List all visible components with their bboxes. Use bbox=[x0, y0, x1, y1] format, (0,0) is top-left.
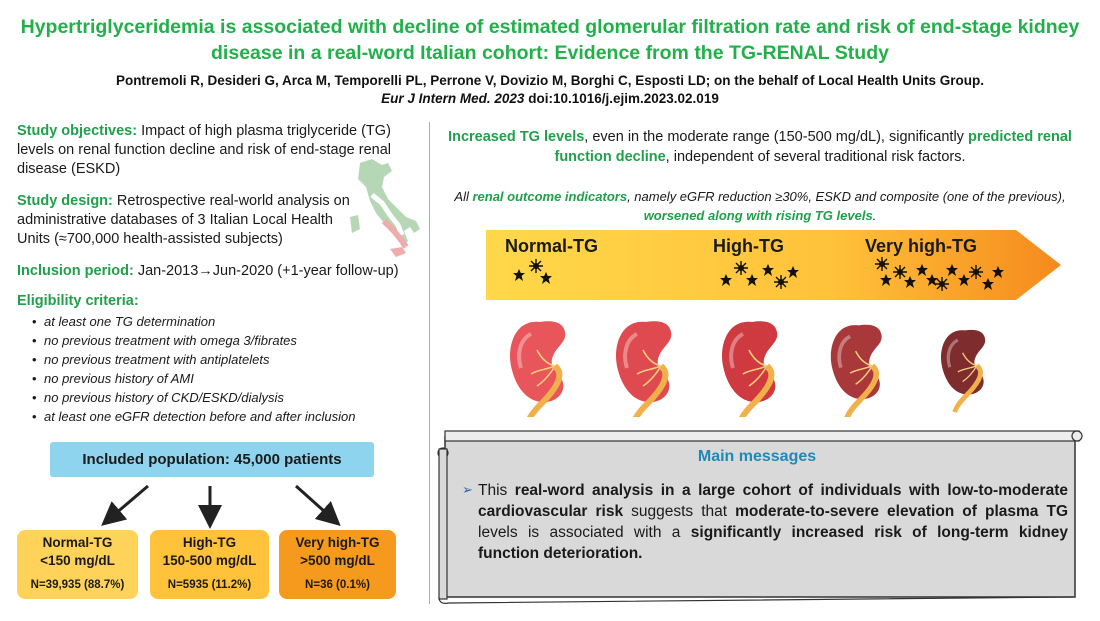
kidney-icon bbox=[722, 321, 777, 417]
finding-text: , independent of several traditional risk factors. bbox=[665, 149, 966, 165]
group-name: Normal-TG bbox=[42, 535, 113, 550]
objectives-text: Impact of high plasma triglyceride (TG) levels on renal function decline and risk of end-stage renal disease (ESKD) bbox=[17, 123, 392, 177]
study-design bbox=[17, 192, 362, 249]
group-count: N=36 (0.1%) bbox=[305, 579, 370, 591]
bullet-arrow-icon: ➢ bbox=[462, 482, 473, 497]
message-text: suggests that bbox=[623, 503, 736, 520]
group-name: High-TG bbox=[182, 535, 237, 550]
banner-label-very-high: Very high-TG bbox=[865, 236, 978, 256]
group-range: >500 mg/dL bbox=[300, 553, 375, 568]
kidney-icon bbox=[941, 330, 985, 412]
message-bold: significantly increased risk of long-term kidney function deterioration. bbox=[478, 524, 1069, 562]
kidney-icon bbox=[510, 321, 565, 417]
eligibility-item: • at least one TG determination bbox=[30, 312, 430, 331]
kidney-progression bbox=[505, 312, 1045, 417]
eligibility-item: • no previous history of AMI bbox=[30, 369, 430, 388]
author-list: Pontremoli R, Desideri G, Arca M, Temporelli PL, Perrone V, Dovizio M, Borghi C, Esposti LD; on the behalf of Local Health Units Group. bbox=[115, 73, 985, 88]
group-range: 150-500 mg/dL bbox=[162, 553, 257, 568]
finding-highlight: predicted renal function decline bbox=[554, 129, 1072, 165]
flow-arrows bbox=[90, 480, 350, 530]
eligibility-item: • no previous treatment with omega 3/fibrates bbox=[30, 331, 430, 350]
study-objectives bbox=[17, 122, 427, 179]
kidney-icon bbox=[616, 321, 671, 417]
population-box: Included population: 45,000 patients bbox=[50, 442, 374, 477]
summary-text: . bbox=[872, 208, 877, 223]
outcome-summary bbox=[440, 187, 1080, 225]
citation bbox=[20, 90, 1080, 108]
group-high-tg bbox=[150, 530, 269, 599]
inclusion-period bbox=[17, 262, 427, 281]
citation-doi: doi:10.1016/j.ejim.2023.02.019 bbox=[524, 91, 719, 106]
poster-title: Hypertriglyceridemia is associated with decline of estimated glomerular filtration rate and risk of end-stage kidney disease in a real-word Italian cohort: Evidence from the TG-RENAL Study bbox=[20, 16, 1080, 64]
banner-label-normal: Normal-TG bbox=[505, 236, 599, 256]
arrow-to-normal bbox=[108, 486, 148, 520]
eligibility-item: • at least one eGFR detection before and after inclusion bbox=[30, 407, 430, 426]
group-range: <150 mg/dL bbox=[40, 553, 115, 568]
objectives-label: Study objectives: bbox=[17, 123, 138, 139]
inclusion-text: Jan-2013→Jun-2020 (+1-year follow-up) bbox=[133, 263, 399, 279]
eligibility-item: • no previous history of CKD/ESKD/dialysis bbox=[30, 388, 430, 407]
design-text: Retrospective real-world analysis on administrative databases of 3 Italian Local Health Units (≈700,000 health-assisted subjects) bbox=[17, 193, 350, 247]
summary-text: All bbox=[454, 189, 473, 204]
kidney-icon bbox=[831, 325, 882, 417]
eligibility-heading: Eligibility criteria: bbox=[17, 293, 139, 309]
main-messages-title: Main messages bbox=[697, 448, 817, 465]
summary-text: , namely eGFR reduction ≥30%, ESKD and composite (one of the previous), bbox=[627, 189, 1066, 204]
group-normal-tg bbox=[17, 530, 138, 599]
inclusion-label: Inclusion period: bbox=[17, 263, 134, 279]
eligibility-list bbox=[30, 312, 430, 426]
main-message-text bbox=[464, 480, 1068, 564]
message-bold: real-word analysis in a large cohort of individuals with low-to-moderate cardiovascular risk bbox=[478, 482, 1068, 520]
group-count: N=5935 (11.2%) bbox=[167, 579, 252, 591]
finding-highlight: Increased TG levels bbox=[448, 129, 585, 145]
finding-text: , even in the moderate range (150-500 mg/dL), significantly bbox=[584, 129, 968, 145]
message-text: This bbox=[478, 482, 515, 499]
summary-highlight: renal outcome indicators bbox=[472, 189, 628, 204]
group-count: N=39,935 (88.7%) bbox=[30, 579, 125, 591]
citation-journal: Eur J Intern Med. 2023 bbox=[381, 91, 525, 106]
key-finding bbox=[440, 127, 1080, 167]
group-name: Very high-TG bbox=[295, 535, 380, 550]
group-very-high-tg bbox=[279, 530, 396, 599]
design-label: Study design: bbox=[17, 193, 113, 209]
banner-label-high: High-TG bbox=[713, 236, 784, 256]
author-block bbox=[20, 72, 1080, 108]
message-bold: moderate-to-severe elevation of plasma TG bbox=[735, 503, 1068, 520]
eligibility-item: • no previous treatment with antiplatelets bbox=[30, 350, 430, 369]
summary-highlight: worsened along with rising TG levels bbox=[643, 208, 873, 223]
message-text: levels is associated with a bbox=[478, 524, 691, 541]
arrow-to-very-high bbox=[296, 486, 334, 520]
